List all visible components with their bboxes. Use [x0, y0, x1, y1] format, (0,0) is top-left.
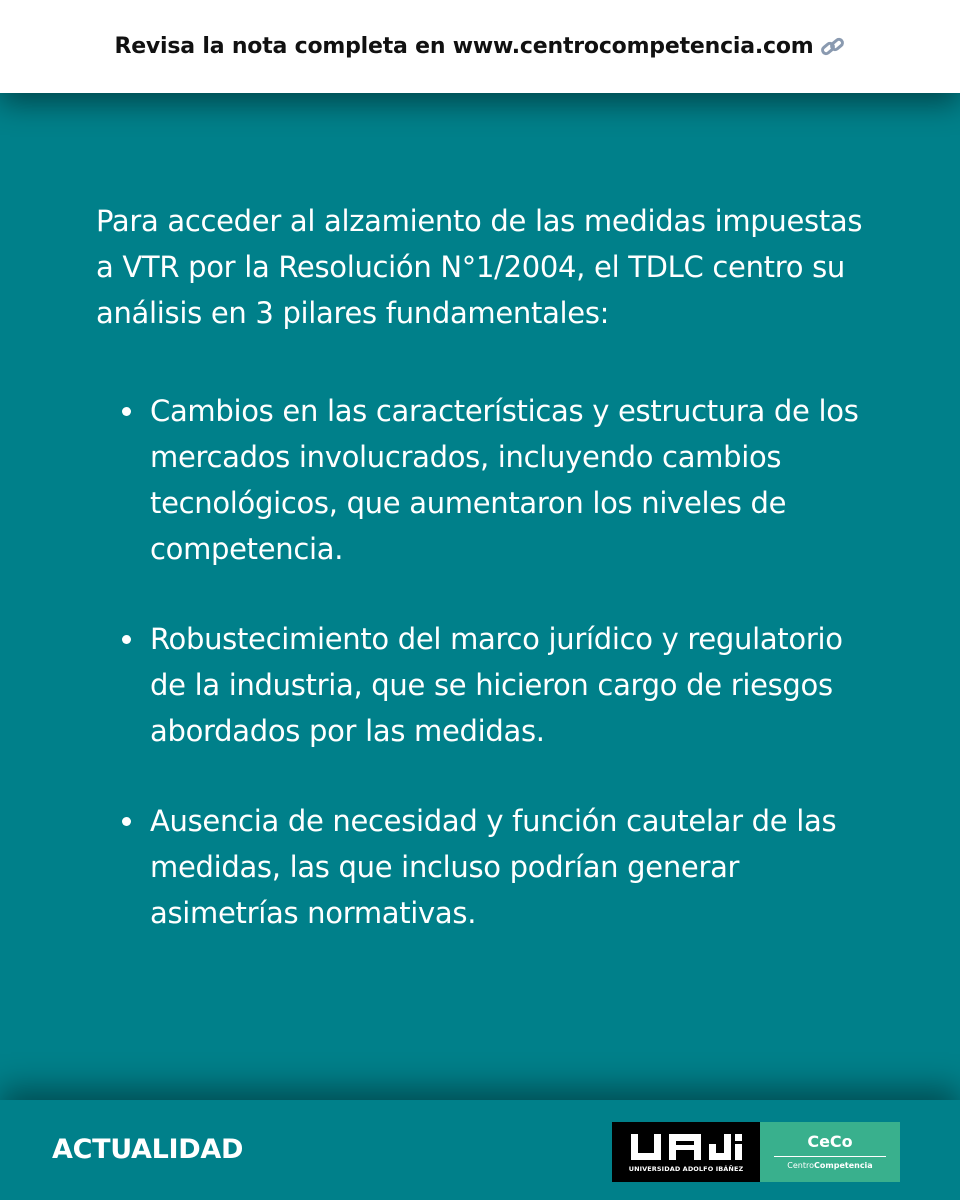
pillar-item [122, 616, 886, 754]
bullet-icon [122, 635, 131, 644]
partner-logos [612, 1122, 900, 1182]
article-link-text[interactable]: Revisa la nota completa en www.centrocompetencia.com [114, 34, 814, 59]
pillar-item [122, 798, 886, 936]
pillar-item [122, 388, 886, 572]
pillar-text: Robustecimiento del marco jurídico y regulatorio de la industria, que se hicieron cargo de riesgos abordados por las medidas. [150, 622, 843, 748]
pillar-text: Cambios en las características y estructura de los mercados involucrados, incluyendo cambios tecnológicos, que aumentaron los niveles de competencia. [150, 394, 859, 566]
category-label: ACTUALIDAD [52, 1134, 244, 1165]
pillar-text: Ausencia de necesidad y función cautelar de las medidas, las que incluso podrían generar asimetrías normativas. [150, 804, 837, 930]
top-banner [0, 0, 960, 93]
article-body [96, 198, 886, 936]
ceco-divider [774, 1156, 886, 1157]
pillar-list [122, 388, 886, 936]
uai-subtitle: UNIVERSIDAD ADOLFO IBÁÑEZ [628, 1164, 744, 1173]
bullet-icon [122, 407, 131, 416]
ceco-subtitle-light: Centro [787, 1161, 815, 1170]
uai-logo [612, 1122, 760, 1182]
ceco-subtitle [787, 1161, 872, 1171]
ceco-logo [760, 1122, 900, 1182]
ceco-name: CeCo [807, 1132, 853, 1151]
bullet-icon [122, 817, 131, 826]
uai-mark-icon [627, 1132, 745, 1162]
intro-paragraph: Para acceder al alzamiento de las medidas impuestas a VTR por la Resolución N°1/2004, el TDLC centro su análisis en 3 pilares fundamentales: [96, 204, 863, 330]
ceco-subtitle-bold: Competencia [814, 1161, 873, 1170]
link-icon[interactable] [820, 36, 846, 58]
